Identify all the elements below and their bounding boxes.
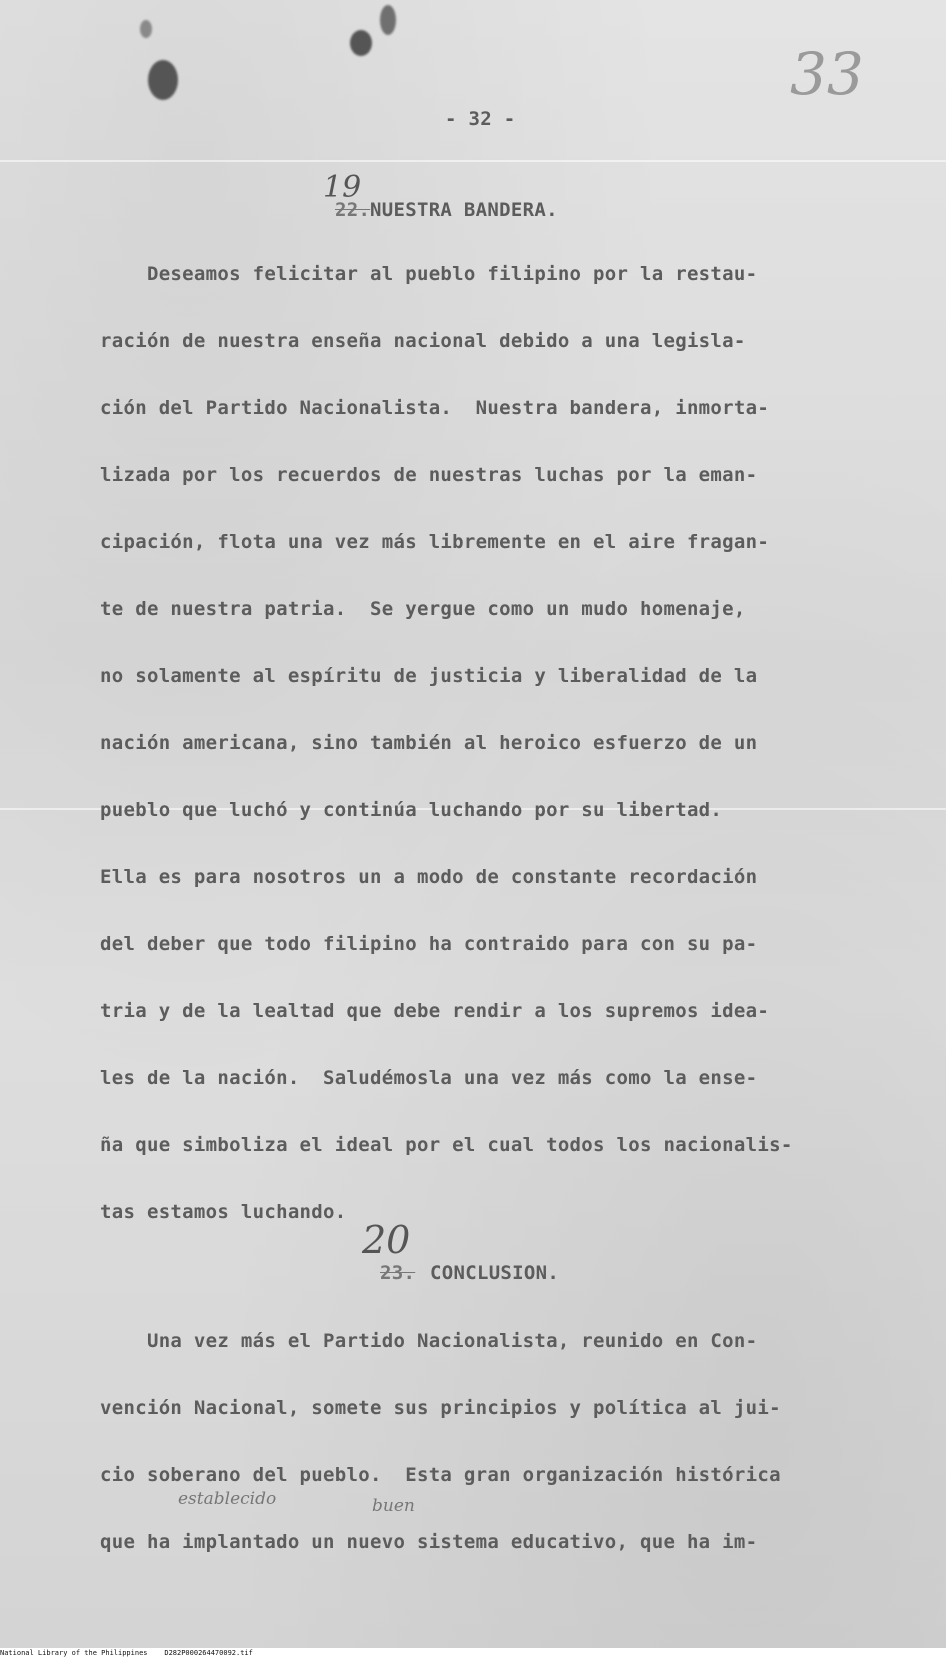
text-line: te de nuestra patria. Se yergue como un mudo homenaje, bbox=[100, 598, 746, 620]
text-line: pueblo que luchó y continúa luchando por su libertad. bbox=[100, 799, 723, 821]
text-line: cipación, flota una vez más libremente en el aire fragan- bbox=[100, 531, 770, 553]
section-title: NUESTRA BANDERA. bbox=[370, 199, 558, 221]
ink-blot bbox=[148, 60, 178, 100]
text-line: tria y de la lealtad que debe rendir a los supremos idea- bbox=[100, 1000, 770, 1022]
handwritten-correction: buen bbox=[372, 1496, 415, 1516]
text-line: ña que simboliza el ideal por el cual todos los nacionalis- bbox=[100, 1134, 793, 1156]
ink-blot bbox=[380, 5, 396, 35]
text-line: ración de nuestra enseña nacional debido a una legisla- bbox=[100, 330, 746, 352]
ink-blot bbox=[350, 30, 372, 56]
archive-footer: National Library of the Philippines D282P000264470092.tif bbox=[0, 1648, 946, 1658]
section-number-struck: 22. bbox=[335, 199, 371, 221]
page-number: - 32 - bbox=[445, 108, 516, 130]
text-line: lizada por los recuerdos de nuestras luchas por la eman- bbox=[100, 464, 758, 486]
text-line: Deseamos felicitar al pueblo filipino por la restau- bbox=[100, 263, 758, 285]
text-line: vención Nacional, somete sus principios y política al jui- bbox=[100, 1397, 781, 1419]
text-line: Una vez más el Partido Nacionalista, reunido en Con- bbox=[100, 1330, 758, 1352]
text-line: Ella es para nosotros un a modo de constante recordación bbox=[100, 866, 758, 888]
text-line: del deber que todo filipino ha contraido para con su pa- bbox=[100, 933, 758, 955]
fold-line bbox=[0, 160, 946, 162]
handwritten-correction: establecido bbox=[178, 1489, 277, 1509]
text-line: nación americana, sino también al heroico esfuerzo de un bbox=[100, 732, 758, 754]
text-line: cio soberano del pueblo. Esta gran organización histórica bbox=[100, 1464, 781, 1486]
ink-blot bbox=[140, 20, 152, 38]
text-line: tas estamos luchando. bbox=[100, 1201, 347, 1223]
text-line: les de la nación. Saludémosla una vez más como la ense- bbox=[100, 1067, 758, 1089]
text-line: ción del Partido Nacionalista. Nuestra bandera, inmorta- bbox=[100, 397, 770, 419]
section-title: CONCLUSION. bbox=[430, 1262, 560, 1284]
section-number-struck: 23. bbox=[380, 1262, 416, 1284]
text-line: no solamente al espíritu de justicia y liberalidad de la bbox=[100, 665, 758, 687]
handwritten-section-number: 20 bbox=[362, 1218, 411, 1262]
text-line: que ha implantado un nuevo sistema educativo, que ha im- bbox=[100, 1531, 758, 1553]
handwritten-section-number: 19 bbox=[323, 170, 362, 205]
handwritten-folio-number: 33 bbox=[790, 40, 864, 108]
